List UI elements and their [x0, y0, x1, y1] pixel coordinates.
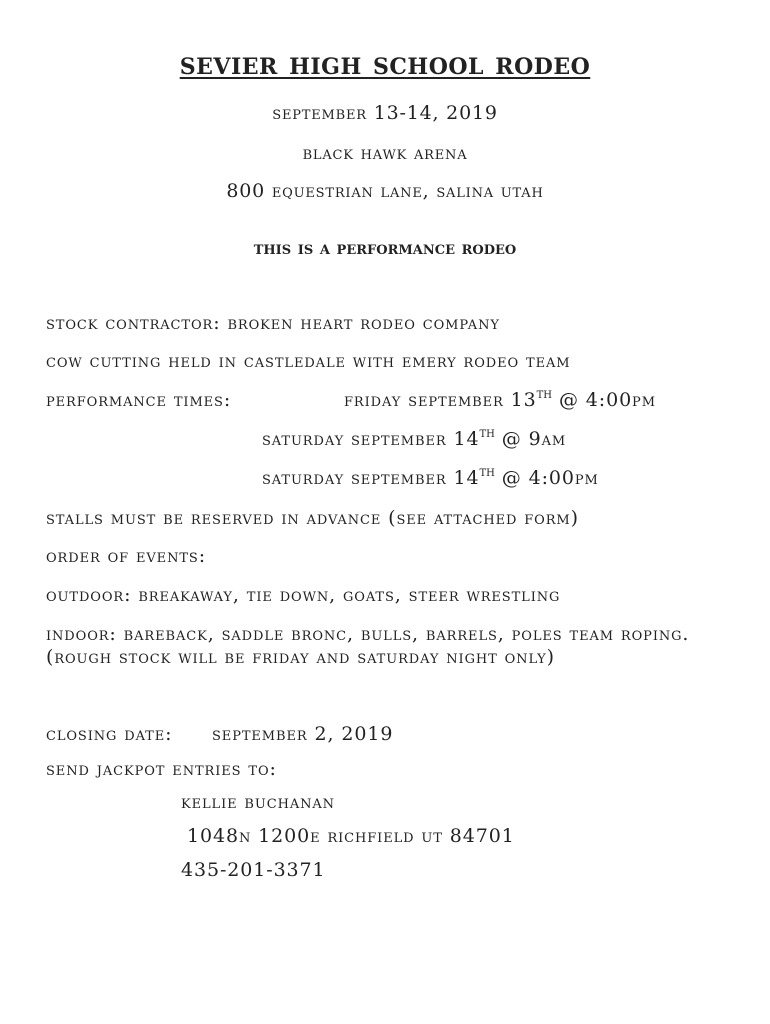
stock-contractor: stock contractor: broken heart rodeo company — [46, 312, 500, 334]
outdoor-events: outdoor: breakaway, tie down, goats, steer wrestling — [46, 584, 561, 606]
order-of-events: order of events: — [46, 545, 207, 567]
performance-times-label: performance times: — [46, 389, 232, 411]
stalls-note: stalls must be reserved in advance (see attached form) — [46, 507, 579, 529]
performance-time-3: saturday september 14TH @ 4:00pm — [262, 467, 599, 489]
arena-name: black hawk arena — [302, 142, 468, 164]
closing-date: september 2, 2019 — [212, 723, 394, 745]
performance-time-1: friday september 13TH @ 4:00pm — [344, 389, 656, 411]
jackpot-name: kellie buchanan — [181, 791, 335, 813]
jackpot-label: send jackpot entries to: — [46, 758, 277, 780]
jackpot-address: 1048n 1200e richfield ut 84701 — [187, 825, 515, 847]
performance-note: this is a performance rodeo — [253, 237, 517, 259]
arena-address: 800 equestrian lane, salina utah — [226, 180, 544, 202]
closing-date-label: closing date: — [46, 723, 173, 745]
performance-time-2: saturday september 14TH @ 9am — [262, 428, 567, 450]
jackpot-phone: 435-201-3371 — [181, 859, 326, 881]
page-title: sevier high school rodeo — [179, 46, 591, 82]
event-date: september 13-14, 2019 — [272, 102, 498, 124]
indoor-events: indoor: bareback, saddle bronc, bulls, barrels, poles team roping. (rough stock will be friday and saturday night only) — [46, 623, 690, 668]
cow-cutting: cow cutting held in castledale with emery rodeo team — [46, 350, 571, 372]
